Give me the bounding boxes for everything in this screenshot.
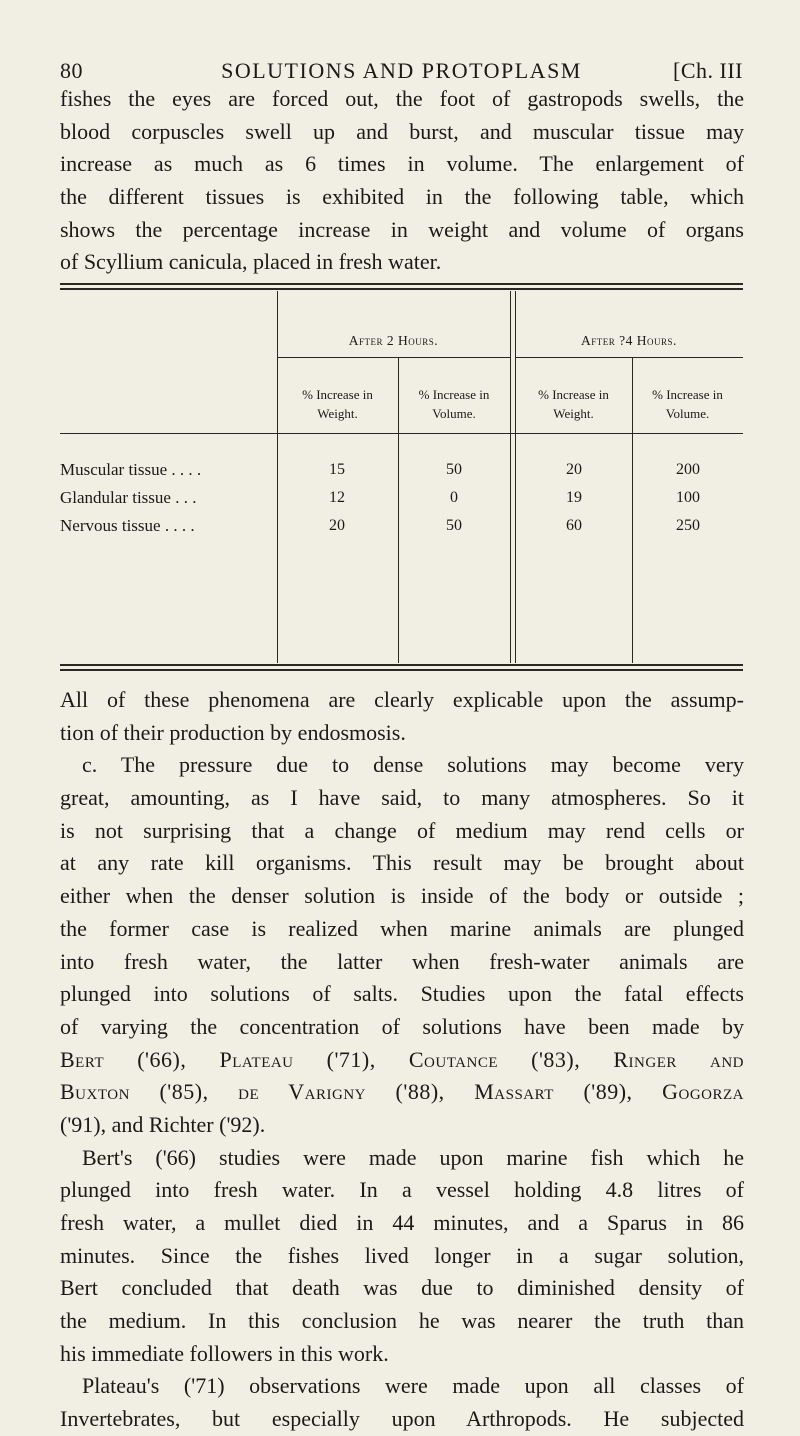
table-cell: 250 xyxy=(676,517,700,534)
text-line: Plateau's ('71) observations were made upon all classes of xyxy=(82,1373,744,1399)
text-line: Invertebrates, but especially upon Arthropods. He subjected xyxy=(60,1406,744,1432)
row-label: Muscular tissue . . . . xyxy=(60,460,202,479)
table-bottom-rule xyxy=(60,669,743,671)
text-line: All of these phenomena are clearly explicable upon the assump- xyxy=(60,687,744,712)
text-line: the former case is realized when marine animals are plunged xyxy=(60,915,744,941)
text-line: increase as much as 6 times in volume. The enlargement of xyxy=(60,151,744,177)
text-line: at any rate kill organisms. This result may be brought about xyxy=(60,850,744,876)
group-rule xyxy=(277,357,510,358)
intro-paragraph xyxy=(60,83,744,279)
text-line: Bert's ('66) studies were made upon marine fish which he xyxy=(82,1144,744,1170)
text-line: great, amounting, as I have said, to many atmospheres. So it xyxy=(60,785,744,811)
table-cell: 100 xyxy=(676,489,700,506)
table-cell: 20 xyxy=(566,461,582,478)
text-line: shows the percentage increase in weight and volume of organs xyxy=(60,216,744,242)
text-line: the medium. In this conclusion he was nearer the truth than xyxy=(60,1308,744,1334)
row-label: Glandular tissue . . . xyxy=(60,488,197,507)
text-line: is not surprising that a change of medium may rend cells or xyxy=(60,817,744,843)
text-line: his immediate followers in this work. xyxy=(60,1340,389,1366)
text-line: Bert ('66), Plateau ('71), Coutance ('83), Ringer and xyxy=(60,1046,744,1072)
text-line: minutes. Since the fishes lived longer in a sugar solution, xyxy=(60,1242,744,1268)
table-cell: 19 xyxy=(566,489,582,506)
row-label: Nervous tissue . . . . xyxy=(60,516,195,535)
text-line: of Scyllium canicula, placed in fresh water. xyxy=(60,249,442,275)
text-line: Bert concluded that death was due to diminished density of xyxy=(60,1275,744,1301)
text-line: tion of their production by endosmosis. xyxy=(60,719,406,745)
text-line: either when the denser solution is inside of the body or outside ; xyxy=(60,883,744,909)
table-cell: 12 xyxy=(329,489,345,506)
table-cell: 0 xyxy=(450,489,458,506)
text-line: fishes the eyes are forced out, the foot of gastropods swells, the xyxy=(60,86,744,111)
table-cell: 15 xyxy=(329,461,345,478)
text-line: blood corpuscles swell up and burst, and muscular tissue may xyxy=(60,118,744,144)
text-line: plunged into fresh water. In a vessel holding 4.8 litres of xyxy=(60,1177,744,1203)
table-cell: 200 xyxy=(676,461,700,478)
text-line: c. The pressure due to dense solutions may become very xyxy=(82,752,744,778)
column-header: % Increase in Weight. xyxy=(538,387,609,421)
column-header: % Increase in Volume. xyxy=(418,387,490,421)
group-header: After 2 Hours. xyxy=(348,333,439,348)
column-header: % Increase in Weight. xyxy=(302,387,373,421)
table-bottom-rule xyxy=(60,664,743,666)
table-cell: 20 xyxy=(329,517,345,534)
body-text xyxy=(60,684,744,1436)
column-header: % Increase in Volume. xyxy=(652,387,723,421)
column-rule xyxy=(510,291,511,663)
running-title: SOLUTIONS AND PROTOPLASM xyxy=(221,58,582,83)
header-rule xyxy=(60,433,743,434)
page-number: 80 xyxy=(60,58,83,83)
table-top-rule xyxy=(60,288,743,290)
text-line: ('91), and Richter ('92). xyxy=(60,1111,266,1137)
group-rule xyxy=(515,357,743,358)
chapter-marker: [Ch. III xyxy=(673,58,743,83)
group-header: After ?4 Hours. xyxy=(581,333,677,348)
text-line: the different tissues is exhibited in the following table, which xyxy=(60,184,744,210)
tissue-increase-table xyxy=(60,283,743,673)
text-line: of varying the concentration of solutions have been made by xyxy=(60,1013,744,1039)
text-line: Buxton ('85), de Varigny ('88), Massart ('89), Gogorza xyxy=(60,1079,744,1105)
table-cell: 60 xyxy=(566,517,582,534)
table-cell: 50 xyxy=(446,461,462,478)
text-line: into fresh water, the latter when fresh-water animals are xyxy=(60,948,744,974)
text-line: fresh water, a mullet died in 44 minutes, and a Sparus in 86 xyxy=(60,1210,744,1235)
table-top-rule xyxy=(60,283,743,285)
table-cell: 50 xyxy=(446,517,462,534)
text-line: plunged into solutions of salts. Studies upon the fatal effects xyxy=(60,981,744,1007)
